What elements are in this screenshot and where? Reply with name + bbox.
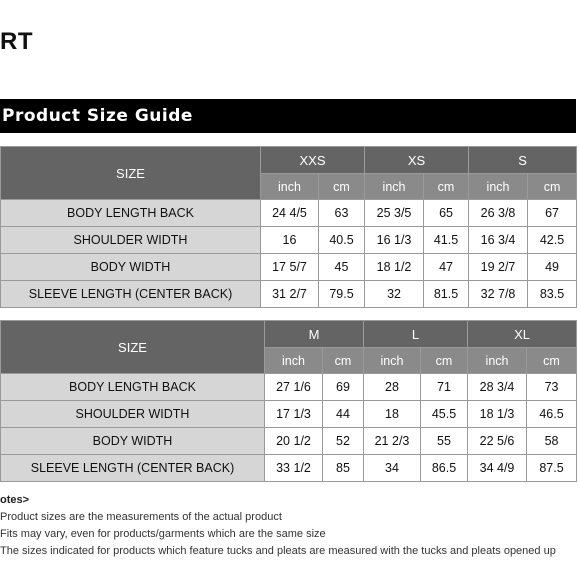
measurement-label: SHOULDER WIDTH <box>1 227 261 254</box>
unit-header: cm <box>319 174 365 200</box>
note-line: Fits may vary, even for products/garments which are the same size <box>0 528 326 540</box>
unit-header: inch <box>468 348 527 374</box>
table-cell: 17 1/3 <box>265 401 323 428</box>
table-cell: 26 3/8 <box>469 200 528 227</box>
table-cell: 63 <box>319 200 365 227</box>
size-table-m-l-xl <box>0 320 577 482</box>
table-cell: 28 <box>364 374 421 401</box>
table-cell: 33 1/2 <box>265 455 323 482</box>
table-cell: 25 3/5 <box>365 200 424 227</box>
table-row <box>1 428 577 455</box>
table-cell: 18 1/3 <box>468 401 527 428</box>
table-row <box>1 374 577 401</box>
table-cell: 47 <box>424 254 469 281</box>
measurement-label: BODY WIDTH <box>1 428 265 455</box>
measurement-label: SLEEVE LENGTH (CENTER BACK) <box>1 281 261 308</box>
size-header-s: S <box>469 147 577 174</box>
unit-header: cm <box>424 174 469 200</box>
table-cell: 58 <box>527 428 577 455</box>
table-cell: 18 <box>364 401 421 428</box>
measurement-label: SHOULDER WIDTH <box>1 401 265 428</box>
table-cell: 16 <box>261 227 319 254</box>
table-cell: 17 5/7 <box>261 254 319 281</box>
table-row <box>1 200 577 227</box>
table-cell: 24 4/5 <box>261 200 319 227</box>
unit-header: cm <box>323 348 364 374</box>
table-cell: 40.5 <box>319 227 365 254</box>
table-cell: 65 <box>424 200 469 227</box>
table-row <box>1 455 577 482</box>
table-cell: 67 <box>528 200 577 227</box>
table-cell: 69 <box>323 374 364 401</box>
table-cell: 28 3/4 <box>468 374 527 401</box>
table-cell: 21 2/3 <box>364 428 421 455</box>
size-header-xs: XS <box>365 147 469 174</box>
table-cell: 34 <box>364 455 421 482</box>
table-cell: 16 3/4 <box>469 227 528 254</box>
note-line: Product sizes are the measurements of the actual product <box>0 511 282 523</box>
table-cell: 87.5 <box>527 455 577 482</box>
unit-header: cm <box>527 348 577 374</box>
size-guide-title: Product Size Guide <box>2 106 193 126</box>
table-cell: 20 1/2 <box>265 428 323 455</box>
table-row <box>1 281 577 308</box>
unit-header: inch <box>364 348 421 374</box>
unit-header: inch <box>261 174 319 200</box>
table-cell: 31 2/7 <box>261 281 319 308</box>
table-cell: 41.5 <box>424 227 469 254</box>
size-column-header: SIZE <box>1 147 261 200</box>
table-cell: 71 <box>421 374 468 401</box>
size-group-header-row <box>1 147 577 174</box>
table-cell: 19 2/7 <box>469 254 528 281</box>
table-cell: 73 <box>527 374 577 401</box>
table-row <box>1 254 577 281</box>
table-cell: 81.5 <box>424 281 469 308</box>
table-cell: 79.5 <box>319 281 365 308</box>
page-heading: RT <box>0 28 33 55</box>
note-line: The sizes indicated for products which feature tucks and pleats are measured with the tucks and pleats opened up <box>0 545 556 557</box>
table-row <box>1 227 577 254</box>
size-table-xxs-xs-s <box>0 146 577 308</box>
table-cell: 86.5 <box>421 455 468 482</box>
table-cell: 44 <box>323 401 364 428</box>
table-cell: 42.5 <box>528 227 577 254</box>
unit-header: inch <box>469 174 528 200</box>
table-cell: 34 4/9 <box>468 455 527 482</box>
unit-header: inch <box>265 348 323 374</box>
measurement-label: SLEEVE LENGTH (CENTER BACK) <box>1 455 265 482</box>
table-cell: 22 5/6 <box>468 428 527 455</box>
notes-section <box>0 492 580 560</box>
table-cell: 45 <box>319 254 365 281</box>
unit-header: inch <box>365 174 424 200</box>
unit-header: cm <box>421 348 468 374</box>
table-cell: 18 1/2 <box>365 254 424 281</box>
table-cell: 55 <box>421 428 468 455</box>
notes-title: otes> <box>0 494 30 506</box>
table-cell: 16 1/3 <box>365 227 424 254</box>
size-header-m: M <box>265 321 364 348</box>
table-cell: 32 <box>365 281 424 308</box>
table-row <box>1 401 577 428</box>
measurement-label: BODY LENGTH BACK <box>1 200 261 227</box>
size-header-l: L <box>364 321 468 348</box>
size-group-header-row <box>1 321 577 348</box>
unit-header: cm <box>528 174 577 200</box>
measurement-label: BODY WIDTH <box>1 254 261 281</box>
size-header-xxs: XXS <box>261 147 365 174</box>
table-cell: 83.5 <box>528 281 577 308</box>
measurement-label: BODY LENGTH BACK <box>1 374 265 401</box>
size-header-xl: XL <box>468 321 577 348</box>
table-cell: 52 <box>323 428 364 455</box>
size-guide-title-bar <box>0 99 576 133</box>
table-cell: 27 1/6 <box>265 374 323 401</box>
table-cell: 32 7/8 <box>469 281 528 308</box>
table-cell: 49 <box>528 254 577 281</box>
table-cell: 46.5 <box>527 401 577 428</box>
table-cell: 45.5 <box>421 401 468 428</box>
size-column-header: SIZE <box>1 321 265 374</box>
table-cell: 85 <box>323 455 364 482</box>
